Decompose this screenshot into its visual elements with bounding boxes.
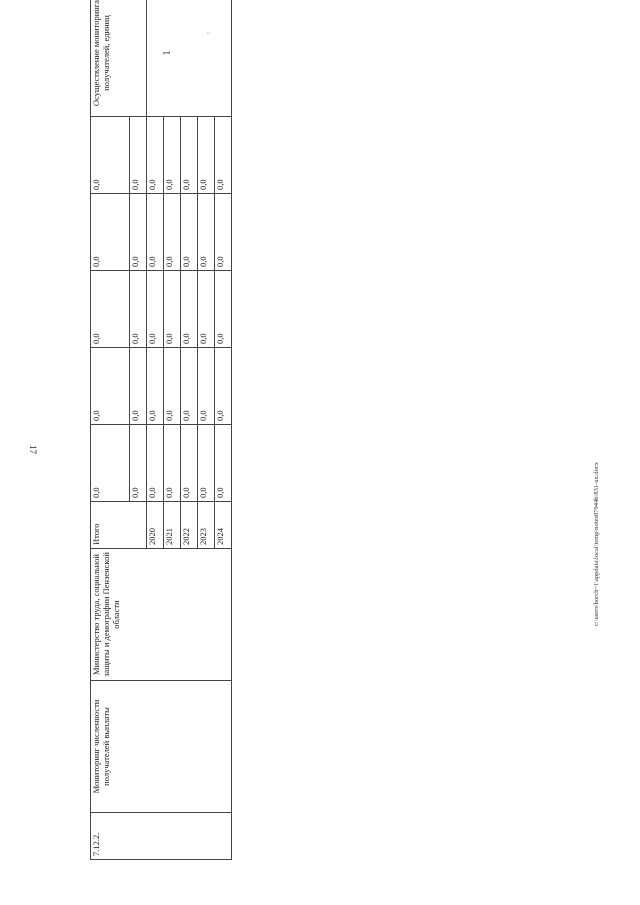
result-value: 1 [162, 50, 173, 56]
cell-value: 0,0 [164, 117, 181, 194]
executor-name: Министерство труда, социальной защиты и демографии Пензенской области [91, 549, 232, 681]
cell-value: 0,0 [198, 194, 215, 271]
table-row-total [91, 0, 130, 860]
cell-value: 0,0 [198, 425, 215, 502]
cell-value: 0,0 [130, 271, 147, 348]
total-value: 0,0 [91, 425, 130, 502]
cell-value: 0,0 [215, 348, 232, 425]
corner-mark: " ' [207, 33, 212, 38]
cell-value: 0,0 [181, 425, 198, 502]
year-label: 2022 [181, 502, 198, 549]
cell-value: 0,0 [181, 348, 198, 425]
cell-value: 0,0 [164, 348, 181, 425]
cell-value: 0,0 [164, 271, 181, 348]
cell-value: 0,0 [215, 194, 232, 271]
cell-value: 0,0 [181, 271, 198, 348]
cell-value: 0,0 [147, 425, 164, 502]
cell-value: 0,0 [147, 117, 164, 194]
cell-value: 0,0 [164, 194, 181, 271]
result-value-cell [147, 0, 232, 117]
cell-value: 0,0 [147, 271, 164, 348]
cell-value: 0,0 [130, 194, 147, 271]
cell-value: 0,0 [198, 271, 215, 348]
year-label: 2021 [164, 502, 181, 549]
total-label: Итого [91, 502, 147, 549]
total-value: 0,0 [91, 117, 130, 194]
cell-value: 0,0 [198, 117, 215, 194]
cell-value: 0,0 [198, 348, 215, 425]
footer-file-path: c:\users\borch~1\appdata\local\temp\notes87944b\831-un.docx [593, 462, 600, 626]
year-label: 2023 [198, 502, 215, 549]
total-value: 0,0 [91, 348, 130, 425]
cell-value: 0,0 [130, 348, 147, 425]
result-indicator: Осуществление мониторинга получателей, единиц [91, 0, 147, 117]
cell-value: 0,0 [215, 117, 232, 194]
cell-value: 0,0 [181, 117, 198, 194]
total-value: 0,0 [91, 271, 130, 348]
cell-value: 0,0 [130, 117, 147, 194]
row-code: 7.12.2. [91, 813, 232, 860]
cell-value: 0,0 [181, 194, 198, 271]
cell-value: 0,0 [215, 425, 232, 502]
activity-name: Мониторинг численности получателей выплаты [91, 681, 232, 813]
cell-value: 0,0 [147, 348, 164, 425]
cell-value: 0,0 [147, 194, 164, 271]
year-label: 2024 [215, 502, 232, 549]
year-label: 2020 [147, 502, 164, 549]
cell-value: 0,0 [215, 271, 232, 348]
total-value: 0,0 [91, 194, 130, 271]
program-table [90, 0, 226, 860]
page-number: 17 [28, 445, 38, 454]
cell-value: 0,0 [130, 425, 147, 502]
cell-value: 0,0 [164, 425, 181, 502]
